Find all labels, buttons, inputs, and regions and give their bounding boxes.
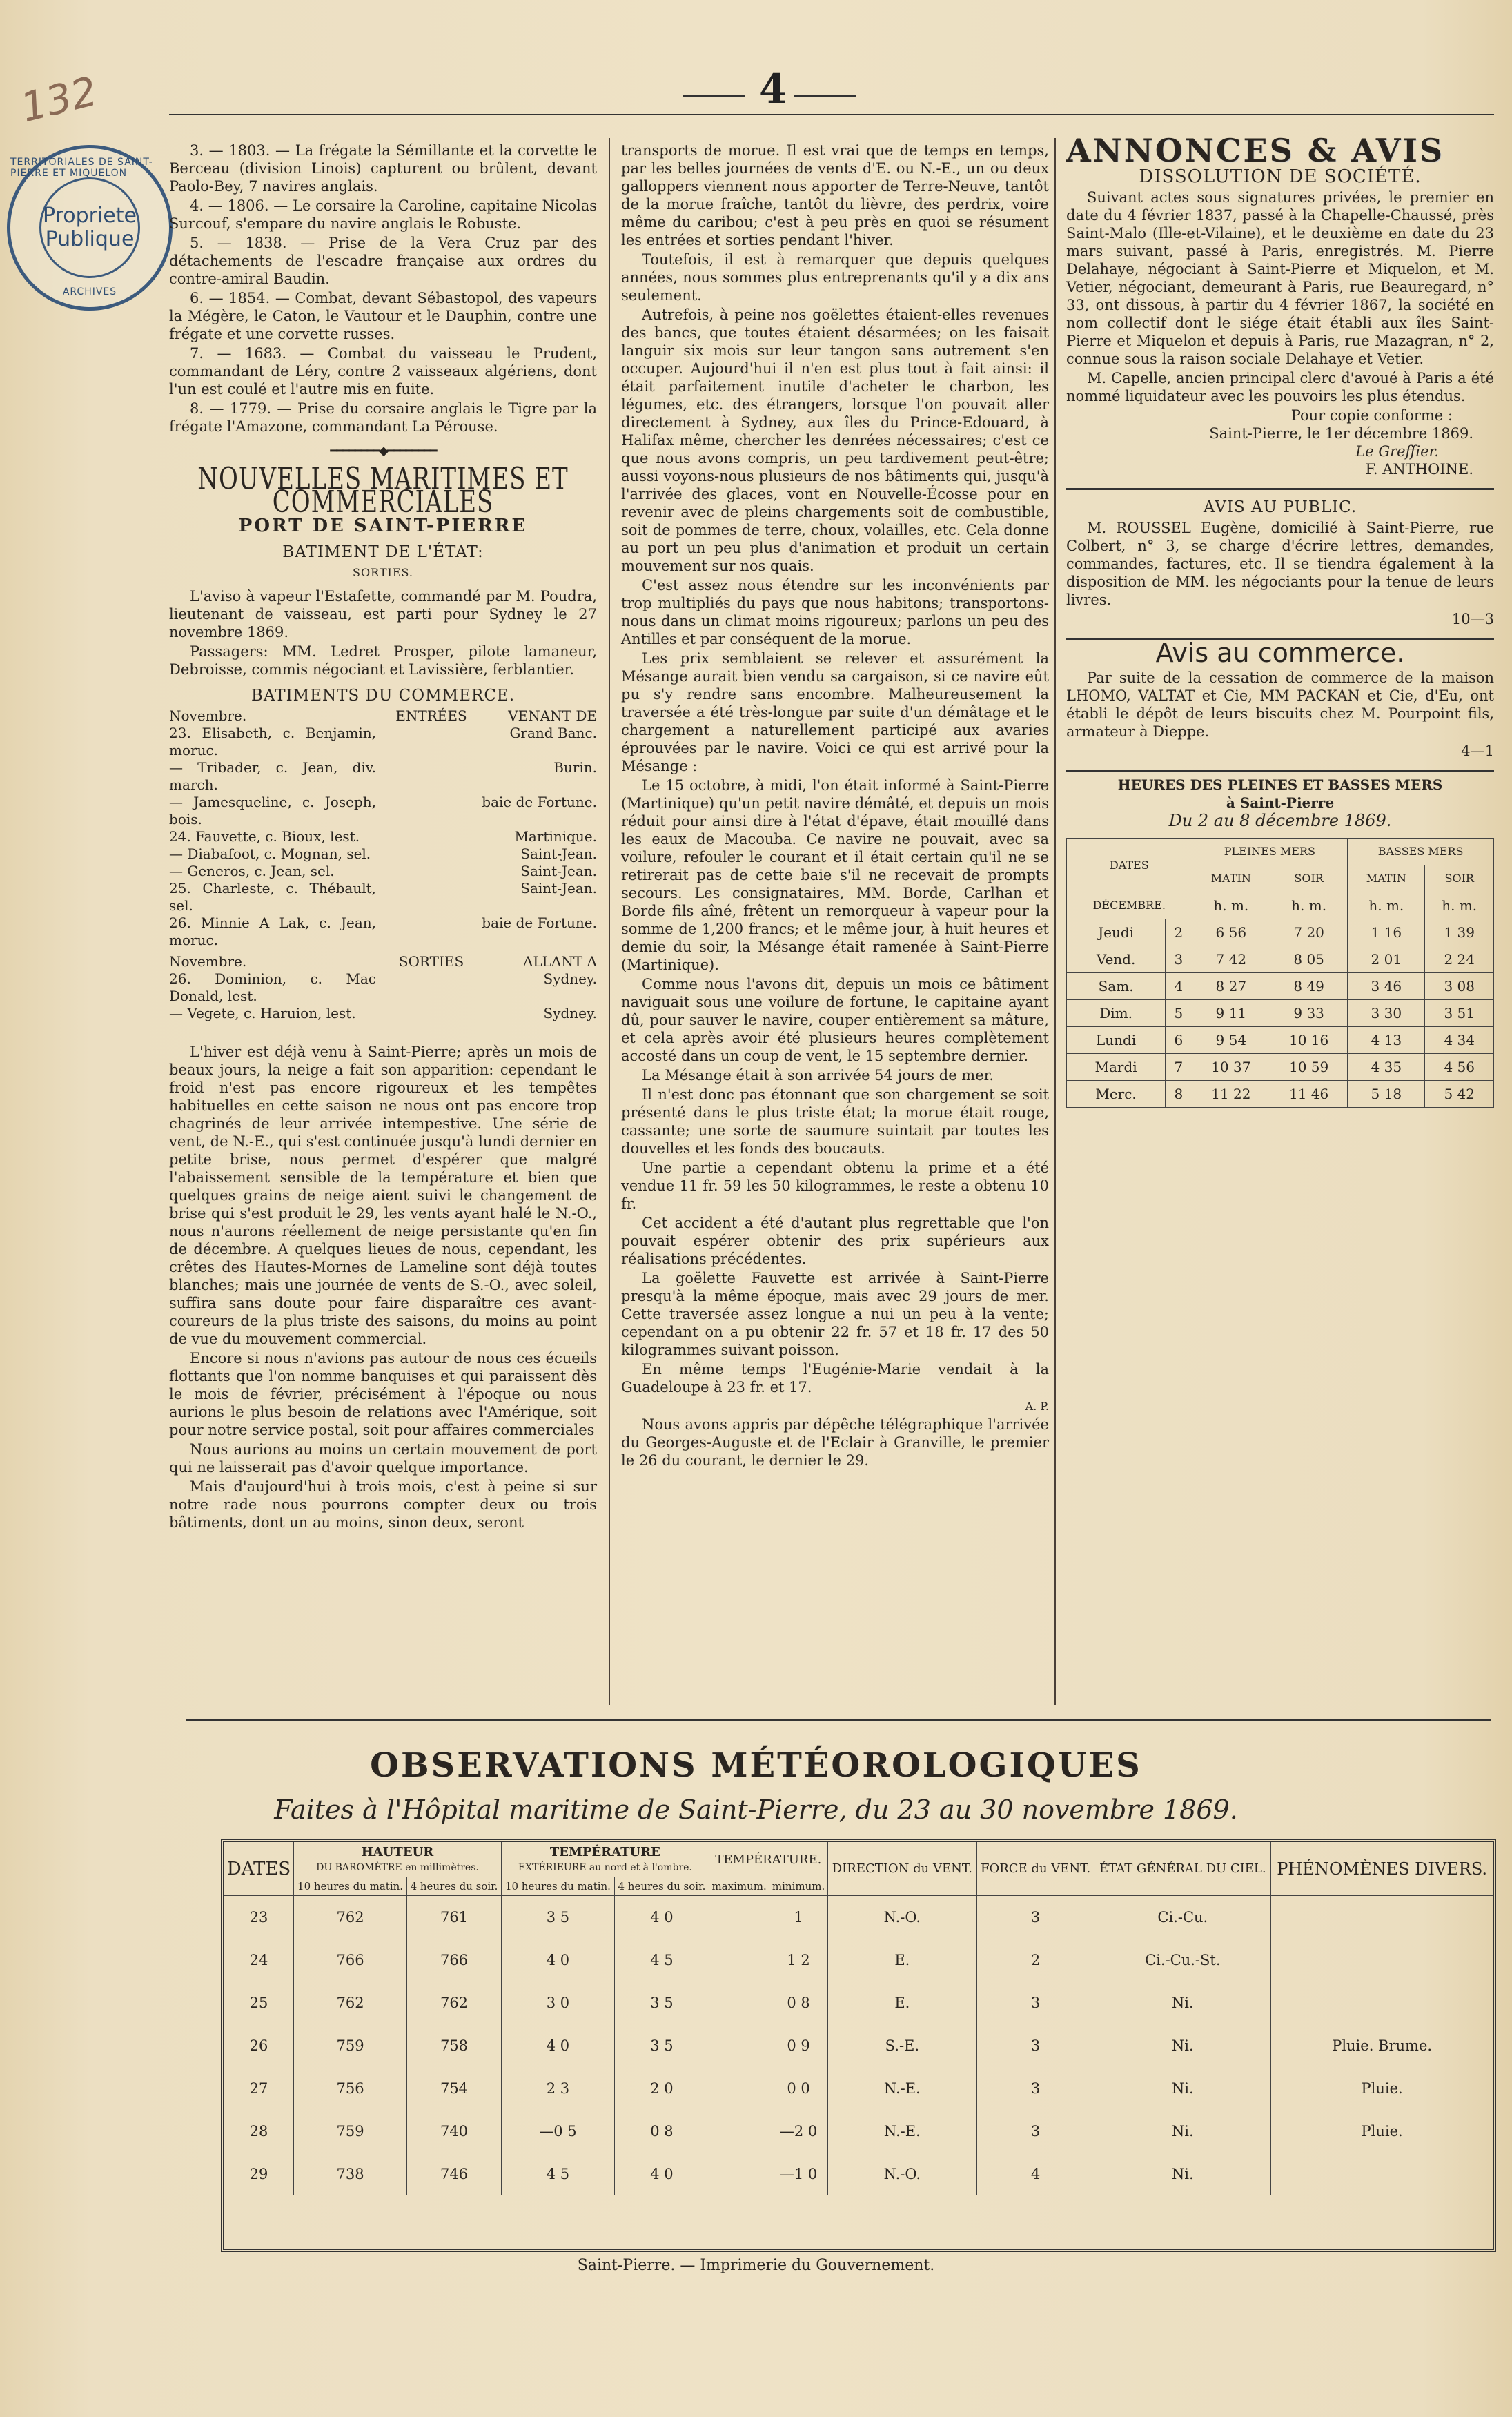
meteo-cell: 3 0 bbox=[501, 1981, 614, 2024]
ship-name: 26. Minnie A Lak, c. Jean, moruc. bbox=[169, 914, 376, 948]
page-number-rule-left bbox=[683, 95, 745, 97]
sorties-col-label: SORTIES bbox=[398, 953, 464, 970]
avis-commerce-text: Par suite de la cessation de commerce de la maison LHOMO, VALTAT et Cie, MM PACKAN et Cie, d'Eu, ont établi le dépôt de leurs biscuits chez M. Pourpoint fils, armateur à Dieppe. bbox=[1066, 669, 1494, 740]
meteo-row bbox=[224, 2067, 1493, 2110]
tide-cell: Lundi bbox=[1067, 1027, 1166, 1054]
tide-cell: 10 16 bbox=[1270, 1027, 1348, 1054]
meteo-header-force: FORCE du VENT. bbox=[976, 1842, 1094, 1896]
meteo-header-10h: 10 heures du matin. bbox=[501, 1877, 614, 1896]
venant-label: VENANT DE bbox=[508, 707, 597, 724]
avis-commerce-title: Avis au commerce. bbox=[1155, 638, 1405, 668]
meteo-header-temp-ext-label: TEMPÉRATURE bbox=[549, 1845, 660, 1859]
marees-title: HEURES DES PLEINES ET BASSES MERS bbox=[1117, 776, 1443, 793]
meteo-header-10h: 10 heures du matin. bbox=[294, 1877, 407, 1896]
tide-cell: 6 56 bbox=[1192, 919, 1270, 946]
meteo-cell: 762 bbox=[407, 1981, 502, 2024]
meteo-row bbox=[224, 1981, 1493, 2024]
tide-cell: 8 27 bbox=[1192, 973, 1270, 1000]
article-paragraph: Une partie a cependant obtenu la prime et a été vendue 11 fr. 59 les 50 kilogrammes, le reste a obtenu 10 fr. bbox=[621, 1159, 1049, 1212]
meteo-cell: 4 5 bbox=[501, 2153, 614, 2195]
tide-header-pleines: PLEINES MERS bbox=[1192, 839, 1348, 865]
article-paragraph: transports de morue. Il est vrai que de temps en temps, par les belles journées de vents d'E. ou N.-E., un ou deux galloppers viennent nous apporter de Terre-Neuve, tantôt de la morue fraîche, tantôt du lièvre, des perdrix, voire même du caribou; c'est à peu près en quoi se résument les entrées et sorties pendant l'hiver. bbox=[621, 142, 1049, 248]
ship-origin: Burin. bbox=[553, 759, 597, 776]
tide-cell: 9 54 bbox=[1192, 1027, 1270, 1054]
stamp-line-2: Publique bbox=[45, 227, 135, 251]
dissolution-text: Suivant actes sous signatures privées, le premier en date du 4 février 1837, passé à la Chapelle-Chaussé, près Saint-Malo (Ille-et-Vilaine), et le deuxième en date du 23 mars suivant, passé à Paris, enregistrés. M. Pierre Delahaye, négociant à Saint-Pierre et Miquelon, et M. Vetier, négociant, demeurant à Paris, rue Beauregard, n° 33, ont dissous, à partir du 4 février 1867, la société en nom collectif dont le siége était établi aux îles Saint-Pierre et Miquelon et depuis à Paris, rue Mazagran, n° 2, connue sous la raison sociale Delahaye et Vetier. bbox=[1066, 189, 1494, 367]
port-title: PORT DE SAINT-PIERRE bbox=[238, 516, 528, 536]
meteo-cell bbox=[709, 1939, 769, 1981]
meteo-cell: Ni. bbox=[1094, 1981, 1271, 2024]
tide-cell: 2 bbox=[1166, 919, 1192, 946]
ship-origin: baie de Fortune. bbox=[482, 794, 597, 810]
article-paragraph: Comme nous l'avons dit, depuis un mois ce bâtiment naviguait sous une voilure de fortune, le capitaine ayant dû, pour sauver le navire, couper entièrement sa mâture, et cela après avoir été plusieurs heures complètement accosté dans un coup de vent, le 15 septembre dernier. bbox=[621, 976, 1049, 1064]
ephemeris-item: 6. — 1854. — Combat, devant Sébastopol, des vapeurs la Mégère, le Caton, le Vautour et le Dauphin, contre une frégate et une corvette russes. bbox=[169, 290, 597, 342]
ephemeris-item: 3. — 1803. — La frégate la Sémillante et la corvette le Berceau (division Linois) capturent ou brûlent, devant Paolo-Bey, 7 navires anglais. bbox=[169, 142, 597, 195]
meteo-cell: Pluie. bbox=[1271, 2067, 1493, 2110]
ship-origin: Saint-Jean. bbox=[520, 845, 597, 862]
meteo-header-phenomenes: PHÉNOMÈNES DIVERS. bbox=[1271, 1842, 1493, 1896]
entrees-label: ENTRÉES bbox=[395, 707, 467, 724]
commerce-title: BATIMENTS DU COMMERCE. bbox=[251, 687, 516, 705]
ship-destination: Sydney. bbox=[543, 970, 597, 987]
article-signature: A. P. bbox=[1025, 1400, 1049, 1413]
tide-cell: 5 bbox=[1166, 1000, 1192, 1027]
tide-cell: 4 56 bbox=[1425, 1054, 1494, 1081]
meteo-cell: 762 bbox=[294, 1981, 407, 2024]
meteo-cell: 754 bbox=[407, 2067, 502, 2110]
tide-cell: 8 49 bbox=[1270, 973, 1348, 1000]
tide-cell: 5 42 bbox=[1425, 1081, 1494, 1108]
sorties-header bbox=[169, 953, 597, 970]
ship-name: — Diabafoot, c. Mognan, sel. bbox=[169, 845, 371, 862]
meteo-cell bbox=[1271, 1896, 1493, 1939]
meteo-header-4h: 4 heures du soir. bbox=[614, 1877, 709, 1896]
column-rule-2 bbox=[1054, 138, 1056, 1705]
ship-entry bbox=[169, 914, 597, 949]
tide-cell: 3 08 bbox=[1425, 973, 1494, 1000]
article-paragraph: Autrefois, à peine nos goëlettes étaient-elles revenues des bancs, que toutes étaient désarmées; on les faisait languir six mois sur leur tangon sans autrement s'en occuper. Aujourd'hui il n'en est plus tout à fait ainsi: il était parfaitement inutile d'acheter le charbon, les légumes, etc. des étrangers, lorsque l'on pouvait aller directement à Sydney, aux îles du Prince-Edouard, à Halifax même, chercher les denrées nécessaires; c'est ce que nous avons compris, un peu tardivement peut-être; aussi voyons-nous plusieurs de nos bâtiments qui, jusqu'à l'arrivée des glaces, vont en Nouvelle-Écosse pour en revenir avec de pleins chargements soit de combustible, soit de pommes de terre, choux, volailles, etc. Cela donne au port un peu plus d'animation et produit un certain mouvement sur nos quais. bbox=[621, 306, 1049, 574]
ship-entry bbox=[169, 759, 597, 794]
meteo-subtitle: Faites à l'Hôpital maritime de Saint-Pierre, du 23 au 30 novembre 1869. bbox=[274, 1794, 1238, 1825]
meteo-header-temp-ext bbox=[501, 1842, 709, 1877]
tide-row bbox=[1067, 1000, 1494, 1027]
meteo-cell: 759 bbox=[294, 2024, 407, 2067]
nouvelles-title: NOUVELLES MARITIMES ET COMMERCIALES bbox=[197, 461, 569, 520]
article-paragraph: Encore si nous n'avions pas autour de nous ces écueils flottants que l'on nomme banquises et qui paraissent dès le mois de février, précisément à l'époque ou nous aurions le plus besoin de relations avec l'Amérique, soit pour notre service postal, soit pour affaires commerciales bbox=[169, 1350, 597, 1438]
meteo-cell: 738 bbox=[294, 2153, 407, 2195]
copie-conforme: Pour copie conforme : bbox=[1290, 407, 1453, 424]
passagers-text: Passagers: MM. Ledret Prosper, pilote lamaneur, Debroisse, commis négociant et Lavissière, ferblantier. bbox=[169, 643, 597, 678]
tide-header-soir: SOIR bbox=[1425, 865, 1494, 892]
article-paragraph: Mais d'aujourd'hui à trois mois, c'est à peine si sur notre rade nous pourrons compter deux ou trois bâtiments, dont un au moins, sinon deux, seront bbox=[169, 1478, 597, 1531]
tide-cell: 9 33 bbox=[1270, 1000, 1348, 1027]
ephemeris-item: 4. — 1806. — Le corsaire la Caroline, capitaine Nicolas Surcouf, s'empare du navire anglais le Robuste. bbox=[169, 197, 597, 232]
meteo-cell: N.-E. bbox=[827, 2110, 976, 2153]
meteo-cell: 3 bbox=[976, 1896, 1094, 1939]
meteo-cell: 0 9 bbox=[769, 2024, 827, 2067]
meteo-cell: E. bbox=[827, 1939, 976, 1981]
meteo-table-frame bbox=[221, 1839, 1496, 2252]
etat-title: BATIMENT DE L'ÉTAT: bbox=[282, 543, 484, 561]
tide-cell: Sam. bbox=[1067, 973, 1166, 1000]
tide-cell: Merc. bbox=[1067, 1081, 1166, 1108]
tide-cell: 11 22 bbox=[1192, 1081, 1270, 1108]
page-number: 4 bbox=[759, 66, 787, 112]
tide-cell: 3 bbox=[1166, 946, 1192, 973]
tide-header-soir: SOIR bbox=[1270, 865, 1348, 892]
meteo-cell bbox=[709, 1981, 769, 2024]
meteo-row bbox=[224, 2153, 1493, 2195]
etat-text: L'aviso à vapeur l'Estafette, commandé par M. Poudra, lieutenant de vaisseau, est parti pour Sydney le 27 novembre 1869. bbox=[169, 588, 597, 640]
ship-origin: Grand Banc. bbox=[509, 725, 597, 741]
article-paragraph: L'hiver est déjà venu à Saint-Pierre; après un mois de beaux jours, la neige a fait son apparition: cependant le froid n'est pas encore rigoureux et les tempêtes habituelles en cette saison ne nous ont pas encore trop chagrinés de leur arrivée intempestive. Une série de vent, de N.-E., qui s'est continuée jusqu'à lundi dernier en petite brise, nous permet d'espérer que malgré l'abaissement sensible de la température et bien que quelques grains de neige aient suivi le changement de brise qui s'est produit le 29, les vents ayant halé le N.-O., nous n'aurons réellement de neige persistante qu'en fin de décembre. A quelques lieues de nous, cependant, les crêtes des Hautes-Mornes de Lameline sont déjà toutes blanches; mais une journée de vents de S.-O., avec soleil, suffira sans doute pour faire disparaître ces avant-coureurs de la plus triste des saisons, du moins au point de vue du mouvement commercial. bbox=[169, 1044, 597, 1347]
meteo-top-rule bbox=[186, 1719, 1491, 1721]
ephemeris-item: 5. — 1838. — Prise de la Vera Cruz par des détachements de l'escadre française aux ordres du contre-amiral Baudin. bbox=[169, 235, 597, 287]
tide-cell: 7 20 bbox=[1270, 919, 1348, 946]
tide-row bbox=[1067, 1054, 1494, 1081]
stamp-line-1: Propriete bbox=[43, 204, 137, 228]
column-3 bbox=[1066, 132, 1494, 1108]
tide-table bbox=[1066, 838, 1494, 1108]
sorties-month: Novembre. bbox=[169, 953, 247, 970]
signature: F. ANTHOINE. bbox=[1365, 461, 1473, 478]
tide-cell: 4 bbox=[1166, 973, 1192, 1000]
avis-commerce-ref: 4—1 bbox=[1461, 743, 1494, 759]
meteo-cell: Ci.-Cu. bbox=[1094, 1896, 1271, 1939]
ship-entry bbox=[169, 794, 597, 828]
meteo-cell bbox=[709, 2067, 769, 2110]
ship-entry bbox=[169, 725, 597, 759]
tide-row bbox=[1067, 946, 1494, 973]
article-paragraph: En même temps l'Eugénie-Marie vendait à la Guadeloupe à 23 fr. et 17. bbox=[621, 1361, 1049, 1396]
meteo-cell bbox=[1271, 1939, 1493, 1981]
meteo-cell: 766 bbox=[407, 1939, 502, 1981]
ship-name: — Tribader, c. Jean, div. march. bbox=[169, 759, 376, 793]
archives-stamp bbox=[7, 145, 173, 311]
printer-footer: Saint-Pierre. — Imprimerie du Gouvernement. bbox=[577, 2257, 935, 2274]
ship-entry bbox=[169, 828, 597, 845]
section-rule bbox=[1066, 488, 1494, 490]
ship-name: 24. Fauvette, c. Bioux, lest. bbox=[169, 828, 360, 845]
meteo-table bbox=[224, 1842, 1493, 2195]
sorties-label: SORTIES. bbox=[353, 566, 413, 579]
tide-cell: 2 01 bbox=[1348, 946, 1425, 973]
marees-period: Du 2 au 8 décembre 1869. bbox=[1168, 811, 1392, 830]
meteo-cell: 3 5 bbox=[614, 1981, 709, 2024]
meteo-cell: 25 bbox=[224, 1981, 294, 2024]
meteo-cell: 746 bbox=[407, 2153, 502, 2195]
meteo-cell bbox=[709, 2024, 769, 2067]
meteo-cell: 758 bbox=[407, 2024, 502, 2067]
meteo-header-temp: TEMPÉRATURE. bbox=[709, 1842, 827, 1877]
meteo-cell: 3 bbox=[976, 2067, 1094, 2110]
meteo-cell bbox=[709, 2153, 769, 2195]
ship-name: — Jamesqueline, c. Joseph, bois. bbox=[169, 794, 376, 828]
meteo-cell: —0 5 bbox=[501, 2110, 614, 2153]
meteo-cell: 3 5 bbox=[614, 2024, 709, 2067]
tide-row bbox=[1067, 1081, 1494, 1108]
entrees-month: Novembre. bbox=[169, 707, 247, 724]
tide-unit: h. m. bbox=[1270, 892, 1348, 919]
meteo-row bbox=[224, 1939, 1493, 1981]
ship-entry bbox=[169, 845, 597, 863]
ship-name: — Generos, c. Jean, sel. bbox=[169, 863, 335, 879]
article-paragraph: Nous aurions au moins un certain mouvement de port qui ne laisserait pas d'avoir quelque importance. bbox=[169, 1441, 597, 1476]
meteo-cell: 28 bbox=[224, 2110, 294, 2153]
tide-header-basses: BASSES MERS bbox=[1348, 839, 1494, 865]
page-number-rule-right bbox=[794, 95, 856, 97]
meteo-row bbox=[224, 2110, 1493, 2153]
tide-row bbox=[1067, 1027, 1494, 1054]
tide-month: DÉCEMBRE. bbox=[1067, 892, 1192, 919]
handwritten-page-number: 132 bbox=[16, 67, 102, 132]
meteo-cell: 23 bbox=[224, 1896, 294, 1939]
meteo-cell: Ni. bbox=[1094, 2110, 1271, 2153]
meteo-cell: 3 bbox=[976, 2110, 1094, 2153]
meteo-row bbox=[224, 2024, 1493, 2067]
tide-cell: 4 34 bbox=[1425, 1027, 1494, 1054]
meteo-cell: 3 5 bbox=[501, 1896, 614, 1939]
meteo-cell: Ni. bbox=[1094, 2024, 1271, 2067]
ship-name: — Vegete, c. Haruion, lest. bbox=[169, 1005, 356, 1021]
ship-origin: Saint-Jean. bbox=[520, 880, 597, 897]
meteo-cell: S.-E. bbox=[827, 2024, 976, 2067]
ship-name: 26. Dominion, c. Mac Donald, lest. bbox=[169, 970, 376, 1004]
ephemeris-item: 7. — 1683. — Combat du vaisseau le Prudent, commandant de Léry, contre 2 vaisseaux algériens, dont l'un est coulé et l'autre mis en fuite. bbox=[169, 345, 597, 398]
tide-cell: 3 46 bbox=[1348, 973, 1425, 1000]
meteo-title: OBSERVATIONS MÉTÉOROLOGIQUES bbox=[370, 1746, 1142, 1785]
header-rule bbox=[169, 114, 1494, 115]
section-ornament: ━━━━━━━━◆━━━━━━━━ bbox=[330, 444, 436, 458]
meteo-header-max: maximum. bbox=[709, 1877, 769, 1896]
ship-origin: Saint-Jean. bbox=[520, 863, 597, 879]
meteo-cell bbox=[1271, 1981, 1493, 2024]
stamp-center bbox=[39, 177, 140, 278]
tide-cell: 5 18 bbox=[1348, 1081, 1425, 1108]
tide-cell: 1 16 bbox=[1348, 919, 1425, 946]
meteo-header-etat: ÉTAT GÉNÉRAL DU CIEL. bbox=[1094, 1842, 1271, 1896]
meteo-cell: 740 bbox=[407, 2110, 502, 2153]
article-paragraph: Le 15 octobre, à midi, l'on était informé à Saint-Pierre (Martinique) qu'un petit navire démâté, et depuis un mois réduit pour ainsi dire à l'état d'épave, était mouillé dans les eaux de Macouba. Ce navire ne pouvait, avec sa voilure, refouler le courant et il était certain qu'il ne se retirerait pas de cette baie s'il ne recevait de prompts secours. Les consignataires, MM. Borde, Carlhan et Borde fils aîné, frêtent un remorqueur à vapeur pour la somme de 1,200 francs; et le même jour, à huit heures et demie du soir, la Mésange était ramenée à Saint-Pierre (Martinique). bbox=[621, 777, 1049, 973]
tide-cell: 11 46 bbox=[1270, 1081, 1348, 1108]
meteo-cell: 0 8 bbox=[614, 2110, 709, 2153]
avis-public-ref: 10—3 bbox=[1451, 611, 1494, 627]
tide-cell: Dim. bbox=[1067, 1000, 1166, 1027]
tide-cell: Vend. bbox=[1067, 946, 1166, 973]
ephemeris-item: 8. — 1779. — Prise du corsaire anglais le Tigre par la frégate l'Amazone, commandant La Pérouse. bbox=[169, 400, 597, 435]
tide-cell: 4 35 bbox=[1348, 1054, 1425, 1081]
meteo-cell: 3 bbox=[976, 2024, 1094, 2067]
tide-cell: 3 30 bbox=[1348, 1000, 1425, 1027]
meteo-cell bbox=[709, 2110, 769, 2153]
tide-unit: h. m. bbox=[1348, 892, 1425, 919]
article-paragraph: C'est assez nous étendre sur les inconvénients par trop multipliés du pays que nous habitons; transportons-nous dans un climat moins rigoureux; parlons un peu des Antilles et par conséquent de la morue. bbox=[621, 577, 1049, 647]
column-2 bbox=[621, 141, 1049, 1471]
ship-name: 23. Elisabeth, c. Benjamin, moruc. bbox=[169, 725, 376, 759]
tide-cell: 9 11 bbox=[1192, 1000, 1270, 1027]
meteo-header-hauteur bbox=[294, 1842, 502, 1877]
meteo-cell: 761 bbox=[407, 1896, 502, 1939]
meteo-cell bbox=[1271, 2153, 1493, 2195]
section-rule bbox=[1066, 770, 1494, 772]
meteo-cell: —1 0 bbox=[769, 2153, 827, 2195]
tide-header-dates: DATES bbox=[1067, 839, 1192, 892]
ship-departure bbox=[169, 970, 597, 1005]
article-paragraph: La Mésange était à son arrivée 54 jours de mer. bbox=[642, 1067, 994, 1084]
article-paragraph: Il n'est donc pas étonnant que son chargement se soit présenté dans le plus triste état; la morue était rouge, cassante; une sorte de saumure suintait par toutes les douvelles et les fonds des boucauts. bbox=[621, 1086, 1049, 1157]
tide-header-matin: MATIN bbox=[1348, 865, 1425, 892]
meteo-cell: 24 bbox=[224, 1939, 294, 1981]
meteo-header-dates: DATES bbox=[224, 1842, 294, 1896]
tide-unit: h. m. bbox=[1192, 892, 1270, 919]
column-rule-1 bbox=[609, 138, 610, 1705]
meteo-rows bbox=[224, 1896, 1493, 2196]
meteo-header-hauteur-sub: DU BAROMÈTRE en millimètres. bbox=[316, 1862, 479, 1873]
tide-header-matin: MATIN bbox=[1192, 865, 1270, 892]
meteo-cell: E. bbox=[827, 1981, 976, 2024]
ship-departure bbox=[169, 1005, 597, 1022]
meteo-cell: 4 0 bbox=[501, 2024, 614, 2067]
tide-cell: Jeudi bbox=[1067, 919, 1166, 946]
tide-cell: 7 bbox=[1166, 1054, 1192, 1081]
tide-cell: 2 24 bbox=[1425, 946, 1494, 973]
meteo-cell: Ni. bbox=[1094, 2153, 1271, 2195]
meteo-cell: 762 bbox=[294, 1896, 407, 1939]
avis-public-text: M. ROUSSEL Eugène, domicilié à Saint-Pierre, rue Colbert, n° 3, se charge d'écrire lettres, demandes, commandes, factures, etc. Il se tiendra également à la disposition de MM. les négociants pour la tenue de leurs livres. bbox=[1066, 520, 1494, 608]
meteo-cell: 0 8 bbox=[769, 1981, 827, 2024]
meteo-header-min: minimum. bbox=[769, 1877, 827, 1896]
tide-cell: 7 42 bbox=[1192, 946, 1270, 973]
article-paragraph: Cet accident a été d'autant plus regrettable que l'on pouvait espérer obtenir des prix supérieurs aux réalisations précédentes. bbox=[621, 1215, 1049, 1267]
meteo-cell: N.-O. bbox=[827, 1896, 976, 1939]
dissolution-text-2: M. Capelle, ancien principal clerc d'avoué à Paris a été nommé liquidateur avec les pouvoirs les plus étendus. bbox=[1066, 370, 1494, 404]
meteo-cell: 26 bbox=[224, 2024, 294, 2067]
greffier: Le Greffier. bbox=[1355, 443, 1439, 460]
meteo-header-4h: 4 heures du soir. bbox=[407, 1877, 502, 1896]
meteo-header-direction: DIRECTION du VENT. bbox=[827, 1842, 976, 1896]
meteo-cell: —2 0 bbox=[769, 2110, 827, 2153]
meteo-header-temp-ext-sub: EXTÉRIEURE au nord et à l'ombre. bbox=[518, 1862, 692, 1873]
meteo-cell: 29 bbox=[224, 2153, 294, 2195]
meteo-cell: 4 0 bbox=[501, 1939, 614, 1981]
meteo-cell: 2 0 bbox=[614, 2067, 709, 2110]
tide-cell: 6 bbox=[1166, 1027, 1192, 1054]
meteo-cell: 2 3 bbox=[501, 2067, 614, 2110]
column-1 bbox=[169, 141, 597, 1533]
meteo-cell: 756 bbox=[294, 2067, 407, 2110]
ship-destination: Sydney. bbox=[543, 1005, 597, 1021]
ship-entry bbox=[169, 863, 597, 880]
marees-subtitle: à Saint-Pierre bbox=[1226, 794, 1335, 811]
meteo-cell: N.-E. bbox=[827, 2067, 976, 2110]
meteo-cell: 766 bbox=[294, 1939, 407, 1981]
meteo-cell: N.-O. bbox=[827, 2153, 976, 2195]
entrees-header bbox=[169, 707, 597, 725]
meteo-cell: 3 bbox=[976, 1981, 1094, 2024]
meteo-cell: 2 bbox=[976, 1939, 1094, 1981]
article-paragraph: Toutefois, il est à remarquer que depuis quelques années, nous sommes plus entreprenants qu'il y a dix ans seulement. bbox=[621, 251, 1049, 304]
tide-cell: 1 39 bbox=[1425, 919, 1494, 946]
meteo-cell: Pluie. Brume. bbox=[1271, 2024, 1493, 2067]
meteo-cell: 4 bbox=[976, 2153, 1094, 2195]
tide-row bbox=[1067, 919, 1494, 946]
meteo-cell: 4 0 bbox=[614, 1896, 709, 1939]
tide-unit: h. m. bbox=[1425, 892, 1494, 919]
tide-rows bbox=[1067, 919, 1494, 1108]
ship-origin: baie de Fortune. bbox=[482, 914, 597, 931]
meteo-header-hauteur-label: HAUTEUR bbox=[361, 1845, 434, 1859]
tide-cell: 4 13 bbox=[1348, 1027, 1425, 1054]
tide-cell: 10 37 bbox=[1192, 1054, 1270, 1081]
article-paragraph: La goëlette Fauvette est arrivée à Saint-Pierre presqu'à la même époque, mais avec 29 jours de mer. Cette traversée assez longue a nui un peu à la vente; cependant on a pu obtenir 22 fr. 57 et 18 fr. 17 des 50 kilogrammes suivant poisson. bbox=[621, 1270, 1049, 1358]
meteo-cell: Pluie. bbox=[1271, 2110, 1493, 2153]
meteo-cell: 1 2 bbox=[769, 1939, 827, 1981]
meteo-cell: 4 5 bbox=[614, 1939, 709, 1981]
ship-entry bbox=[169, 880, 597, 914]
meteo-cell bbox=[709, 1896, 769, 1939]
stamp-ring-bottom: ARCHIVES bbox=[62, 286, 117, 297]
copie-date: Saint-Pierre, le 1er décembre 1869. bbox=[1209, 425, 1473, 442]
meteo-cell: Ni. bbox=[1094, 2067, 1271, 2110]
tide-cell: 3 51 bbox=[1425, 1000, 1494, 1027]
stamp-ring-text: TERRITORIALES DE SAINT-PIERRE ET MIQUELON bbox=[10, 157, 153, 179]
article-paragraph: Les prix semblaient se relever et assurément la Mésange aurait bien vendu sa cargaison, si ce navire eût pu s'y rendre sans encombre. Malheureusement la traversée a été très-longue par suite d'un démâtage et le chargement a naturellement participé aux avaries éprouvées par le navire. Voici ce qui est arrivé pour la Mésange : bbox=[621, 650, 1049, 774]
article-paragraph: Nous avons appris par dépêche télégraphique l'arrivée du Georges-Auguste et de l'Eclair à Granville, le premier le 26 du courant, le dernier le 29. bbox=[621, 1416, 1049, 1469]
meteo-cell: Ci.-Cu.-St. bbox=[1094, 1939, 1271, 1981]
meteo-cell: 27 bbox=[224, 2067, 294, 2110]
tide-row bbox=[1067, 973, 1494, 1000]
ship-name: 25. Charleste, c. Thébault, sel. bbox=[169, 880, 376, 914]
tide-cell: 8 bbox=[1166, 1081, 1192, 1108]
avis-public-title: AVIS AU PUBLIC. bbox=[1203, 498, 1357, 516]
meteo-row bbox=[224, 1896, 1493, 1939]
tide-cell: 10 59 bbox=[1270, 1054, 1348, 1081]
meteo-cell: 4 0 bbox=[614, 2153, 709, 2195]
ship-origin: Martinique. bbox=[514, 828, 597, 845]
allant-label: ALLANT A bbox=[522, 953, 597, 970]
tide-cell: Mardi bbox=[1067, 1054, 1166, 1081]
meteo-cell: 759 bbox=[294, 2110, 407, 2153]
dissolution-title: DISSOLUTION DE SOCIÉTÉ. bbox=[1139, 166, 1422, 187]
tide-cell: 8 05 bbox=[1270, 946, 1348, 973]
annonces-header: ANNONCES & AVIS bbox=[1066, 132, 1445, 169]
meteo-cell: 0 0 bbox=[769, 2067, 827, 2110]
meteo-cell: 1 bbox=[769, 1896, 827, 1939]
